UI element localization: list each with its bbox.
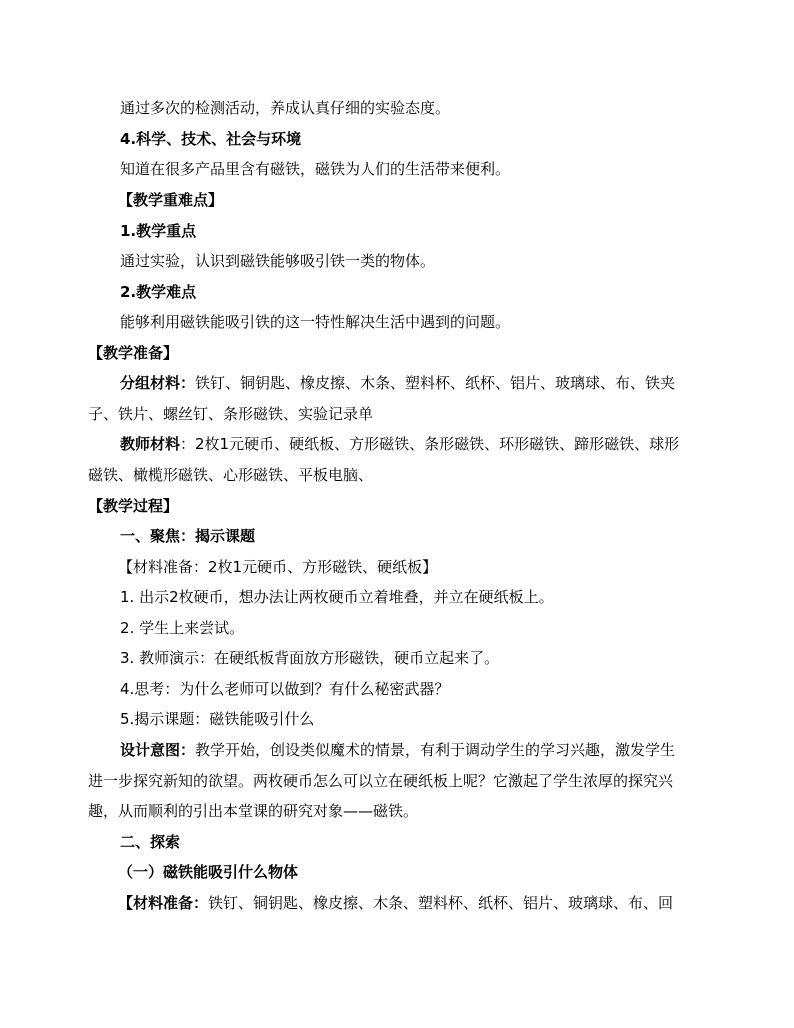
text-line-design-intent-cont-1: 进一步探究新知的欲望。两枚硬币怎么可以立在硬纸板上呢？它激起了学生浓厚的探究兴 bbox=[88, 772, 674, 790]
section-heading-preparation: 【教学准备】 bbox=[88, 344, 179, 362]
text-design-intent: 教学开始，创设类似魔术的情景，有利于调动学生的学习兴趣，激发学生 bbox=[195, 741, 676, 759]
heading-difficult-point: 2.教学难点 bbox=[120, 283, 197, 301]
heading-focus: 一、聚焦：揭示课题 bbox=[120, 527, 256, 545]
text-line-group-materials bbox=[120, 374, 675, 392]
list-item-5: 5.揭示课题：磁铁能吸引什么 bbox=[120, 710, 315, 728]
text-line-magnet-products: 知道在很多产品里含有磁铁，磁铁为人们的生活带来便利。 bbox=[120, 160, 511, 178]
heading-explore: 二、探索 bbox=[120, 833, 181, 851]
section-heading-process: 【教学过程】 bbox=[88, 497, 179, 515]
text-line-materials-prep-1: 【材料准备：2枚1元硬币、方形磁铁、硬纸板】 bbox=[118, 558, 438, 576]
text-materials-prep-2: 铁钉、铜钥匙、橡皮擦、木条、塑料杯、纸杯、铝片、玻璃球、布、回 bbox=[208, 894, 674, 912]
list-item-2: 2. 学生上来尝试。 bbox=[120, 619, 245, 637]
heading-science-technology: 4.科学、技术、社会与环境 bbox=[120, 130, 302, 148]
section-heading-key-difficult-points: 【教学重难点】 bbox=[118, 191, 224, 209]
text-line-teacher-materials bbox=[120, 435, 679, 453]
list-item-3: 3. 教师演示：在硬纸板背面放方形磁铁，硬币立起来了。 bbox=[120, 649, 500, 667]
label-materials-prep-2: 【材料准备： bbox=[118, 894, 209, 912]
text-line-design-intent-cont-2: 趣，从而顺利的引出本堂课的研究对象——磁铁。 bbox=[88, 802, 419, 820]
text-line-key-point: 通过实验，认识到磁铁能够吸引铁一类的物体。 bbox=[120, 252, 436, 270]
heading-what-magnets-attract: （一）磁铁能吸引什么物体 bbox=[118, 863, 299, 881]
list-item-4: 4.思考：为什么老师可以做到？有什么秘密武器？ bbox=[120, 680, 450, 698]
text-line-difficult-point: 能够利用磁铁能吸引铁的这一特性解决生活中遇到的问题。 bbox=[120, 313, 511, 331]
text-line-attitude: 通过多次的检测活动，养成认真仔细的实验态度。 bbox=[120, 99, 451, 117]
label-group-materials: 分组材料： bbox=[120, 374, 196, 392]
text-line-materials-prep-2 bbox=[118, 894, 673, 912]
heading-key-point: 1.教学重点 bbox=[120, 222, 197, 240]
text-line-design-intent bbox=[120, 741, 675, 759]
text-line-group-materials-cont: 子、铁片、螺丝钉、条形磁铁、实验记录单 bbox=[88, 405, 374, 423]
text-line-teacher-materials-cont: 磁铁、橄榄形磁铁、心形磁铁、平板电脑、 bbox=[88, 466, 374, 484]
text-group-materials: 铁钉、铜钥匙、橡皮擦、木条、塑料杯、纸杯、铝片、玻璃球、布、铁夹 bbox=[195, 374, 676, 392]
list-item-1: 1. 出示2枚硬币，想办法让两枚硬币立着堆叠，并立在硬纸板上。 bbox=[120, 588, 554, 606]
label-design-intent: 设计意图： bbox=[120, 741, 196, 759]
label-teacher-materials: 教师材料 bbox=[120, 435, 181, 453]
text-teacher-materials: ：2枚1元硬币、硬纸板、方形磁铁、条形磁铁、环形磁铁、蹄形磁铁、球形 bbox=[180, 435, 680, 453]
